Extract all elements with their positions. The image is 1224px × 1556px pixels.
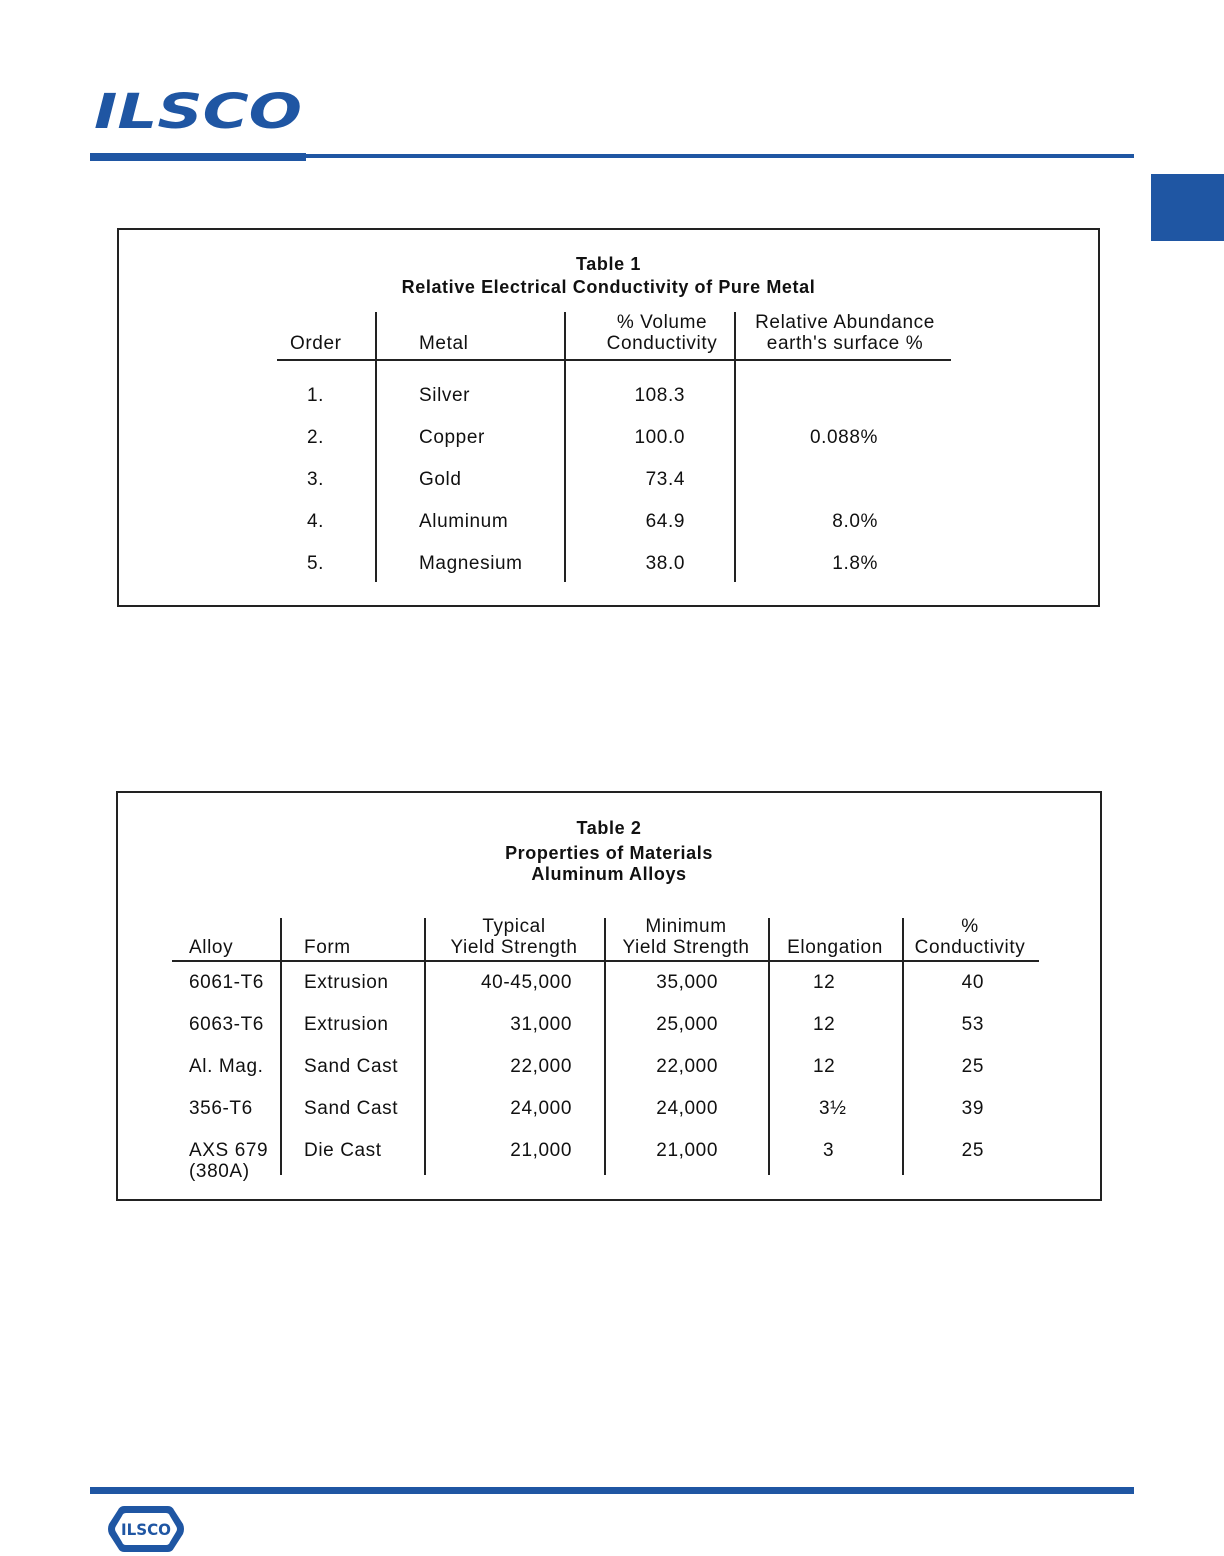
t1-metal: Gold: [419, 469, 462, 490]
header-abundance-line2: earth's surface %: [766, 333, 924, 354]
t1-metal: Copper: [419, 427, 485, 448]
t2-typical: 24,000: [510, 1098, 572, 1119]
t2-conductivity: 53: [961, 1014, 984, 1035]
t2-elongation: 3: [823, 1140, 835, 1161]
table-2-label: Table 2: [576, 818, 642, 838]
section-tab: [1151, 174, 1224, 241]
t1-metal: Aluminum: [419, 511, 509, 532]
t2-form: Extrusion: [304, 972, 389, 993]
t2-minimum: 22,000: [656, 1056, 718, 1077]
header-form: Form: [304, 937, 351, 958]
t2-minimum: 25,000: [656, 1014, 718, 1035]
table-1-divider-2: [564, 312, 566, 582]
t2-typical: 21,000: [510, 1140, 572, 1161]
t1-conductivity: 108.3: [634, 385, 685, 406]
t2-minimum: 21,000: [656, 1140, 718, 1161]
t2-conductivity: 39: [961, 1098, 984, 1119]
t2-typical: 40-45,000: [481, 972, 572, 993]
t1-conductivity: 64.9: [645, 511, 685, 532]
t2-alloy-line2: (380A): [189, 1161, 250, 1182]
t2-alloy: AXS 679: [189, 1140, 269, 1161]
t1-order: 4.: [307, 511, 325, 532]
t2-alloy: 6063-T6: [189, 1014, 264, 1035]
header-metal: Metal: [419, 333, 469, 354]
table-2-divider-5: [902, 918, 904, 1175]
t1-order: 2.: [307, 427, 325, 448]
t2-elongation: 12: [813, 1056, 836, 1077]
t2-conductivity: 25: [961, 1140, 984, 1161]
table-1: [117, 228, 1100, 607]
logo-wordmark: ILSCO: [94, 88, 302, 138]
t1-metal: Silver: [419, 385, 471, 406]
badge-wordmark: ILSCO: [121, 1520, 171, 1539]
t2-form: Sand Cast: [304, 1098, 399, 1119]
header-pct-line2: Conductivity: [914, 937, 1026, 958]
header-rule: [306, 154, 1134, 158]
header-minimum-line1: Minimum: [645, 916, 727, 937]
t1-order: 5.: [307, 553, 325, 574]
t2-alloy: Al. Mag.: [189, 1056, 264, 1077]
t2-alloy: 6061-T6: [189, 972, 264, 993]
table-2-divider-3: [604, 918, 606, 1175]
t1-conductivity: 38.0: [645, 553, 685, 574]
t1-abundance: 0.088%: [809, 427, 878, 448]
t1-metal: Magnesium: [419, 553, 523, 574]
table-1-title: Relative Electrical Conductivity of Pure Metal: [401, 277, 816, 297]
table-1-divider-1: [375, 312, 377, 582]
t2-typical: 31,000: [510, 1014, 572, 1035]
t2-minimum: 24,000: [656, 1098, 718, 1119]
t2-form: Sand Cast: [304, 1056, 399, 1077]
header-abundance-line1: Relative Abundance: [755, 312, 935, 333]
table-1-divider-3: [734, 312, 736, 582]
header-typical-line2: Yield Strength: [450, 937, 578, 958]
header-volume-line2: Conductivity: [606, 333, 718, 354]
t2-conductivity: 40: [961, 972, 984, 993]
header-volume-line1: % Volume: [616, 312, 708, 333]
t2-elongation: 12: [813, 1014, 836, 1035]
ilsco-logo: [92, 88, 307, 138]
footer-rule: [90, 1487, 1134, 1494]
t1-conductivity: 100.0: [634, 427, 685, 448]
t2-conductivity: 25: [961, 1056, 984, 1077]
table-2-divider-2: [424, 918, 426, 1175]
table-1-header-rule: [277, 359, 951, 361]
header-typical-line1: Typical: [482, 916, 546, 937]
t2-elongation: 3½: [819, 1098, 847, 1119]
header-minimum-line2: Yield Strength: [622, 937, 750, 958]
header-alloy: Alloy: [189, 937, 234, 958]
table-2-title-line2: Aluminum Alloys: [531, 864, 687, 884]
ilsco-badge-icon: [106, 1503, 186, 1555]
table-2-divider-1: [280, 918, 282, 1175]
header-order: Order: [290, 333, 342, 354]
table-2-divider-4: [768, 918, 770, 1175]
t1-abundance: 1.8%: [832, 553, 878, 574]
table-1-label: Table 1: [576, 254, 641, 274]
t2-form: Die Cast: [304, 1140, 382, 1161]
t2-typical: 22,000: [510, 1056, 572, 1077]
t2-elongation: 12: [813, 972, 836, 993]
t1-conductivity: 73.4: [645, 469, 685, 490]
t2-minimum: 35,000: [656, 972, 718, 993]
t2-alloy: 356-T6: [189, 1098, 253, 1119]
t1-order: 3.: [307, 469, 325, 490]
header-elongation: Elongation: [787, 937, 883, 958]
header-rule-thick: [90, 153, 306, 161]
t2-form: Extrusion: [304, 1014, 389, 1035]
header-pct-line1: %: [961, 916, 979, 937]
t1-abundance: 8.0%: [832, 511, 878, 532]
table-2-title-line1: Properties of Materials: [505, 843, 713, 863]
t1-order: 1.: [307, 385, 325, 406]
table-2: [116, 791, 1102, 1201]
